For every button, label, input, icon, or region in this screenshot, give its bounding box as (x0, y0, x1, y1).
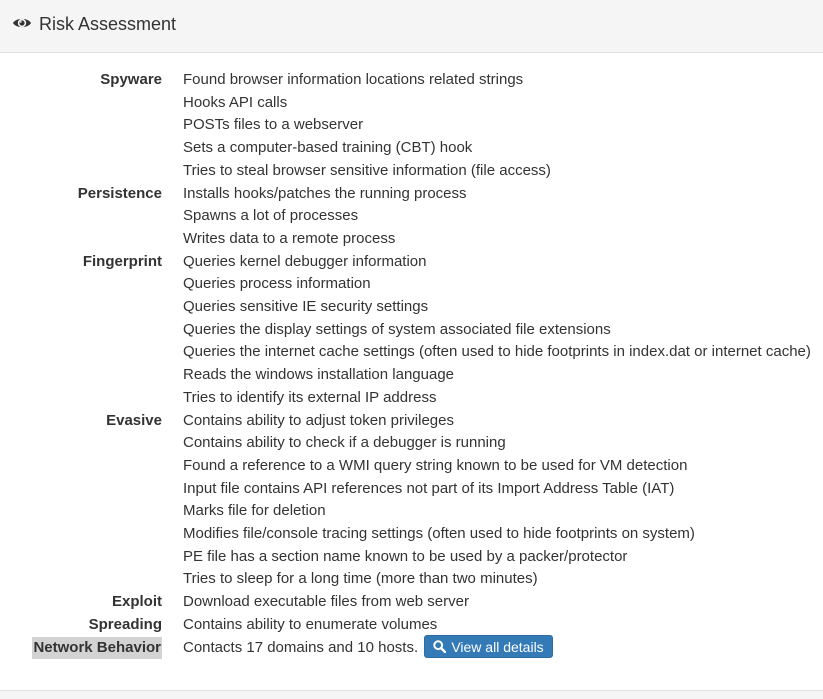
risk-item-text: Queries process information (183, 275, 371, 293)
view-all-details-button[interactable] (424, 635, 552, 658)
risk-item-text: Contains ability to adjust token privileges (183, 411, 454, 429)
risk-item-text: Found a reference to a WMI query string known to be used for VM detection (183, 456, 688, 474)
risk-item (183, 500, 823, 523)
risk-item-text: PE file has a section name known to be used by a packer/protector (183, 547, 628, 565)
risk-item-text: Download executable files from web server (183, 593, 469, 611)
risk-item (183, 205, 823, 228)
risk-item-text: Contacts 17 domains and 10 hosts. (183, 638, 419, 656)
eye-icon (12, 15, 32, 31)
view-all-details-label: View all details (451, 638, 544, 655)
category-label: Exploit (111, 593, 162, 611)
risk-item (183, 614, 823, 637)
risk-item-text: Queries kernel debugger information (183, 252, 427, 270)
risk-item-text: POSTs files to a webserver (183, 116, 364, 134)
risk-item (183, 637, 823, 660)
risk-item-text: Found browser information locations related strings (183, 71, 524, 88)
risk-category (0, 637, 823, 660)
risk-category (0, 183, 823, 251)
risk-item (183, 523, 823, 546)
panel-footer (0, 690, 823, 699)
risk-category (0, 614, 823, 637)
risk-item-text: Tries to steal browser sensitive information (file access) (183, 161, 551, 179)
risk-item-text: Tries to identify its external IP address (183, 388, 437, 406)
category-items (183, 69, 823, 183)
risk-item (183, 319, 823, 342)
risk-item (183, 251, 823, 274)
category-label: Spyware (100, 71, 162, 88)
risk-item-text: Hooks API calls (183, 93, 288, 111)
search-icon (433, 640, 446, 653)
category-items (183, 591, 823, 614)
risk-assessment-list (0, 69, 823, 659)
risk-item (183, 296, 823, 319)
category-items (183, 183, 823, 251)
risk-item-text: Spawns a lot of processes (183, 207, 359, 225)
risk-item (183, 92, 823, 115)
risk-item-text: Contains ability to check if a debugger is running (183, 434, 506, 452)
category-items (183, 637, 823, 660)
risk-item (183, 160, 823, 183)
risk-item (183, 568, 823, 591)
risk-item (183, 228, 823, 251)
risk-item (183, 432, 823, 455)
risk-item (183, 591, 823, 614)
risk-category (0, 591, 823, 614)
risk-item (183, 455, 823, 478)
panel-title: Risk Assessment (39, 14, 177, 34)
risk-item (183, 364, 823, 387)
risk-item-text: Marks file for deletion (183, 502, 326, 520)
risk-item (183, 387, 823, 410)
category-label: Persistence (77, 184, 162, 202)
risk-item-text: Tries to sleep for a long time (more than two minutes) (183, 570, 538, 588)
risk-category (0, 69, 823, 183)
panel-header (0, 0, 823, 53)
risk-item (183, 410, 823, 433)
risk-item-text: Modifies file/console tracing settings (often used to hide footprints on system) (183, 525, 695, 543)
category-items (183, 251, 823, 410)
risk-item (183, 137, 823, 160)
risk-item (183, 183, 823, 206)
risk-item-text: Queries the display settings of system associated file extensions (183, 320, 611, 338)
risk-item (183, 546, 823, 569)
category-label: Spreading (88, 615, 162, 633)
risk-item (183, 341, 823, 364)
category-label: Network Behavior (32, 637, 162, 660)
risk-item (183, 114, 823, 137)
risk-item (183, 478, 823, 501)
category-items (183, 410, 823, 592)
risk-item-text: Sets a computer-based training (CBT) hook (183, 139, 473, 157)
risk-item-text: Queries sensitive IE security settings (183, 298, 429, 316)
category-label: Evasive (106, 411, 162, 429)
risk-item-text: Writes data to a remote process (183, 229, 396, 247)
category-items (183, 614, 823, 637)
risk-item (183, 273, 823, 296)
risk-item (183, 69, 823, 92)
category-label: Fingerprint (82, 252, 162, 270)
risk-item-text: Contains ability to enumerate volumes (183, 615, 438, 633)
risk-item-text: Installs hooks/patches the running process (183, 184, 467, 202)
risk-item-text: Input file contains API references not part of its Import Address Table (IAT) (183, 479, 675, 497)
risk-category (0, 251, 823, 410)
risk-category (0, 410, 823, 592)
risk-item-text: Queries the internet cache settings (often used to hide footprints in index.dat or internet cache) (183, 343, 811, 361)
risk-item-text: Reads the windows installation language (183, 366, 455, 384)
